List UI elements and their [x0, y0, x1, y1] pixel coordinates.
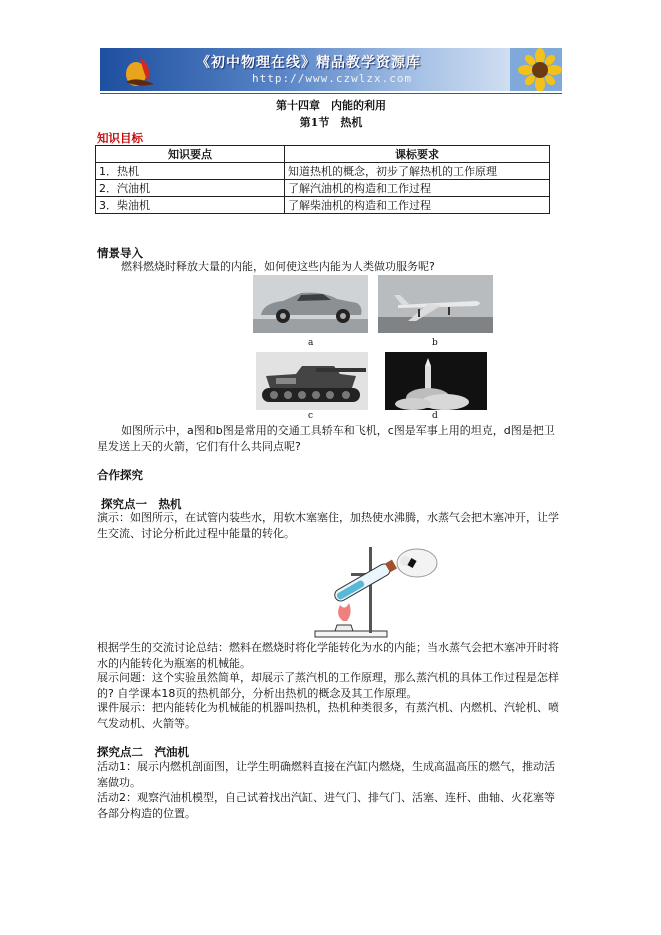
- logo-icon: [122, 54, 162, 88]
- intro-heading: 情景导入: [97, 246, 143, 260]
- point2-activity2: 活动2：观察汽油机模型，自己试着找出汽缸、进气门、排气门、活塞、连杆、曲轴、火花塞等各部分构造的位置。: [97, 791, 555, 820]
- column-header: 课标要求: [285, 146, 550, 163]
- table-row: [96, 180, 550, 197]
- table-row: [96, 163, 550, 180]
- table-cell: 2．汽油机: [96, 180, 285, 197]
- chapter-title: 第十四章 内能的利用: [276, 99, 386, 112]
- rocket-photo: [385, 352, 487, 410]
- point1-courseware: 课件展示：把内能转化为机械能的机器叫热机，热机种类很多，有蒸汽机、内燃机、汽轮机、喷气发动机、火箭等。: [97, 701, 559, 730]
- header-rule: [100, 93, 562, 94]
- intro-paragraph: 如图所示中，a图和b图是常用的交通工具轿车和飞机，c图是军事上用的坦克，d图是把卫星发送上天的火箭，它们有什么共同点呢?: [97, 424, 555, 453]
- caption-d: d: [432, 411, 438, 421]
- point1-demo: 演示：如图所示，在试管内装些水，用软木塞塞住，加热使水沸腾，水蒸气会把木塞冲开，让学生交流、讨论分析此过程中能量的转化。: [97, 511, 559, 540]
- header-banner: [100, 48, 562, 91]
- point1-question: 展示问题：这个实验虽然简单，却展示了蒸汽机的工作原理，那么蒸汽机的具体工作过程是怎样的? 自学课本18页的热机部分，分析出热机的概念及其工作原理。: [97, 671, 559, 700]
- table-cell: 了解柴油机的构造和工作过程: [285, 197, 550, 214]
- caption-a: a: [308, 338, 314, 348]
- point2-activity1: 活动1：展示内燃机剖面图，让学生明确燃料直接在汽缸内燃烧，生成高温高压的燃气，推动活塞做功。: [97, 760, 555, 789]
- table-row: [96, 197, 550, 214]
- table-cell: 1．热机: [96, 163, 285, 180]
- banner-url: http://www.czwlzx.com: [252, 72, 413, 85]
- banner-title: 《初中物理在线》精品教学资源库: [196, 55, 421, 71]
- table-cell: 了解汽油机的构造和工作过程: [285, 180, 550, 197]
- airplane-photo: [378, 275, 493, 333]
- table-cell: 知道热机的概念，初步了解热机的工作原理: [285, 163, 550, 180]
- section-title: 第1节 热机: [299, 116, 363, 129]
- column-header: 知识要点: [96, 146, 285, 163]
- caption-c: c: [308, 411, 314, 421]
- tank-photo: [256, 352, 368, 410]
- car-photo: [253, 275, 368, 333]
- point1-summary: 根据学生的交流讨论总结：燃料在燃烧时将化学能转化为水的内能；当水蒸气会把木塞冲开时将水的内能转化为瓶塞的机械能。: [97, 641, 559, 670]
- caption-b: b: [432, 338, 438, 348]
- table-header-row: [96, 146, 550, 163]
- point1-heading: 探究点一 热机: [101, 497, 182, 511]
- point2-heading: 探究点二 汽油机: [97, 745, 189, 759]
- cooperation-heading: 合作探究: [97, 468, 143, 482]
- table-cell: 3．柴油机: [96, 197, 285, 214]
- knowledge-goals-heading: 知识目标: [97, 131, 143, 145]
- intro-question: 燃料燃烧时释放大量的内能，如何使这些内能为人类做功服务呢?: [121, 260, 435, 273]
- test-tube-experiment-figure: [305, 543, 445, 641]
- sunflower-icon: [510, 48, 562, 91]
- knowledge-goals-table: [95, 145, 550, 214]
